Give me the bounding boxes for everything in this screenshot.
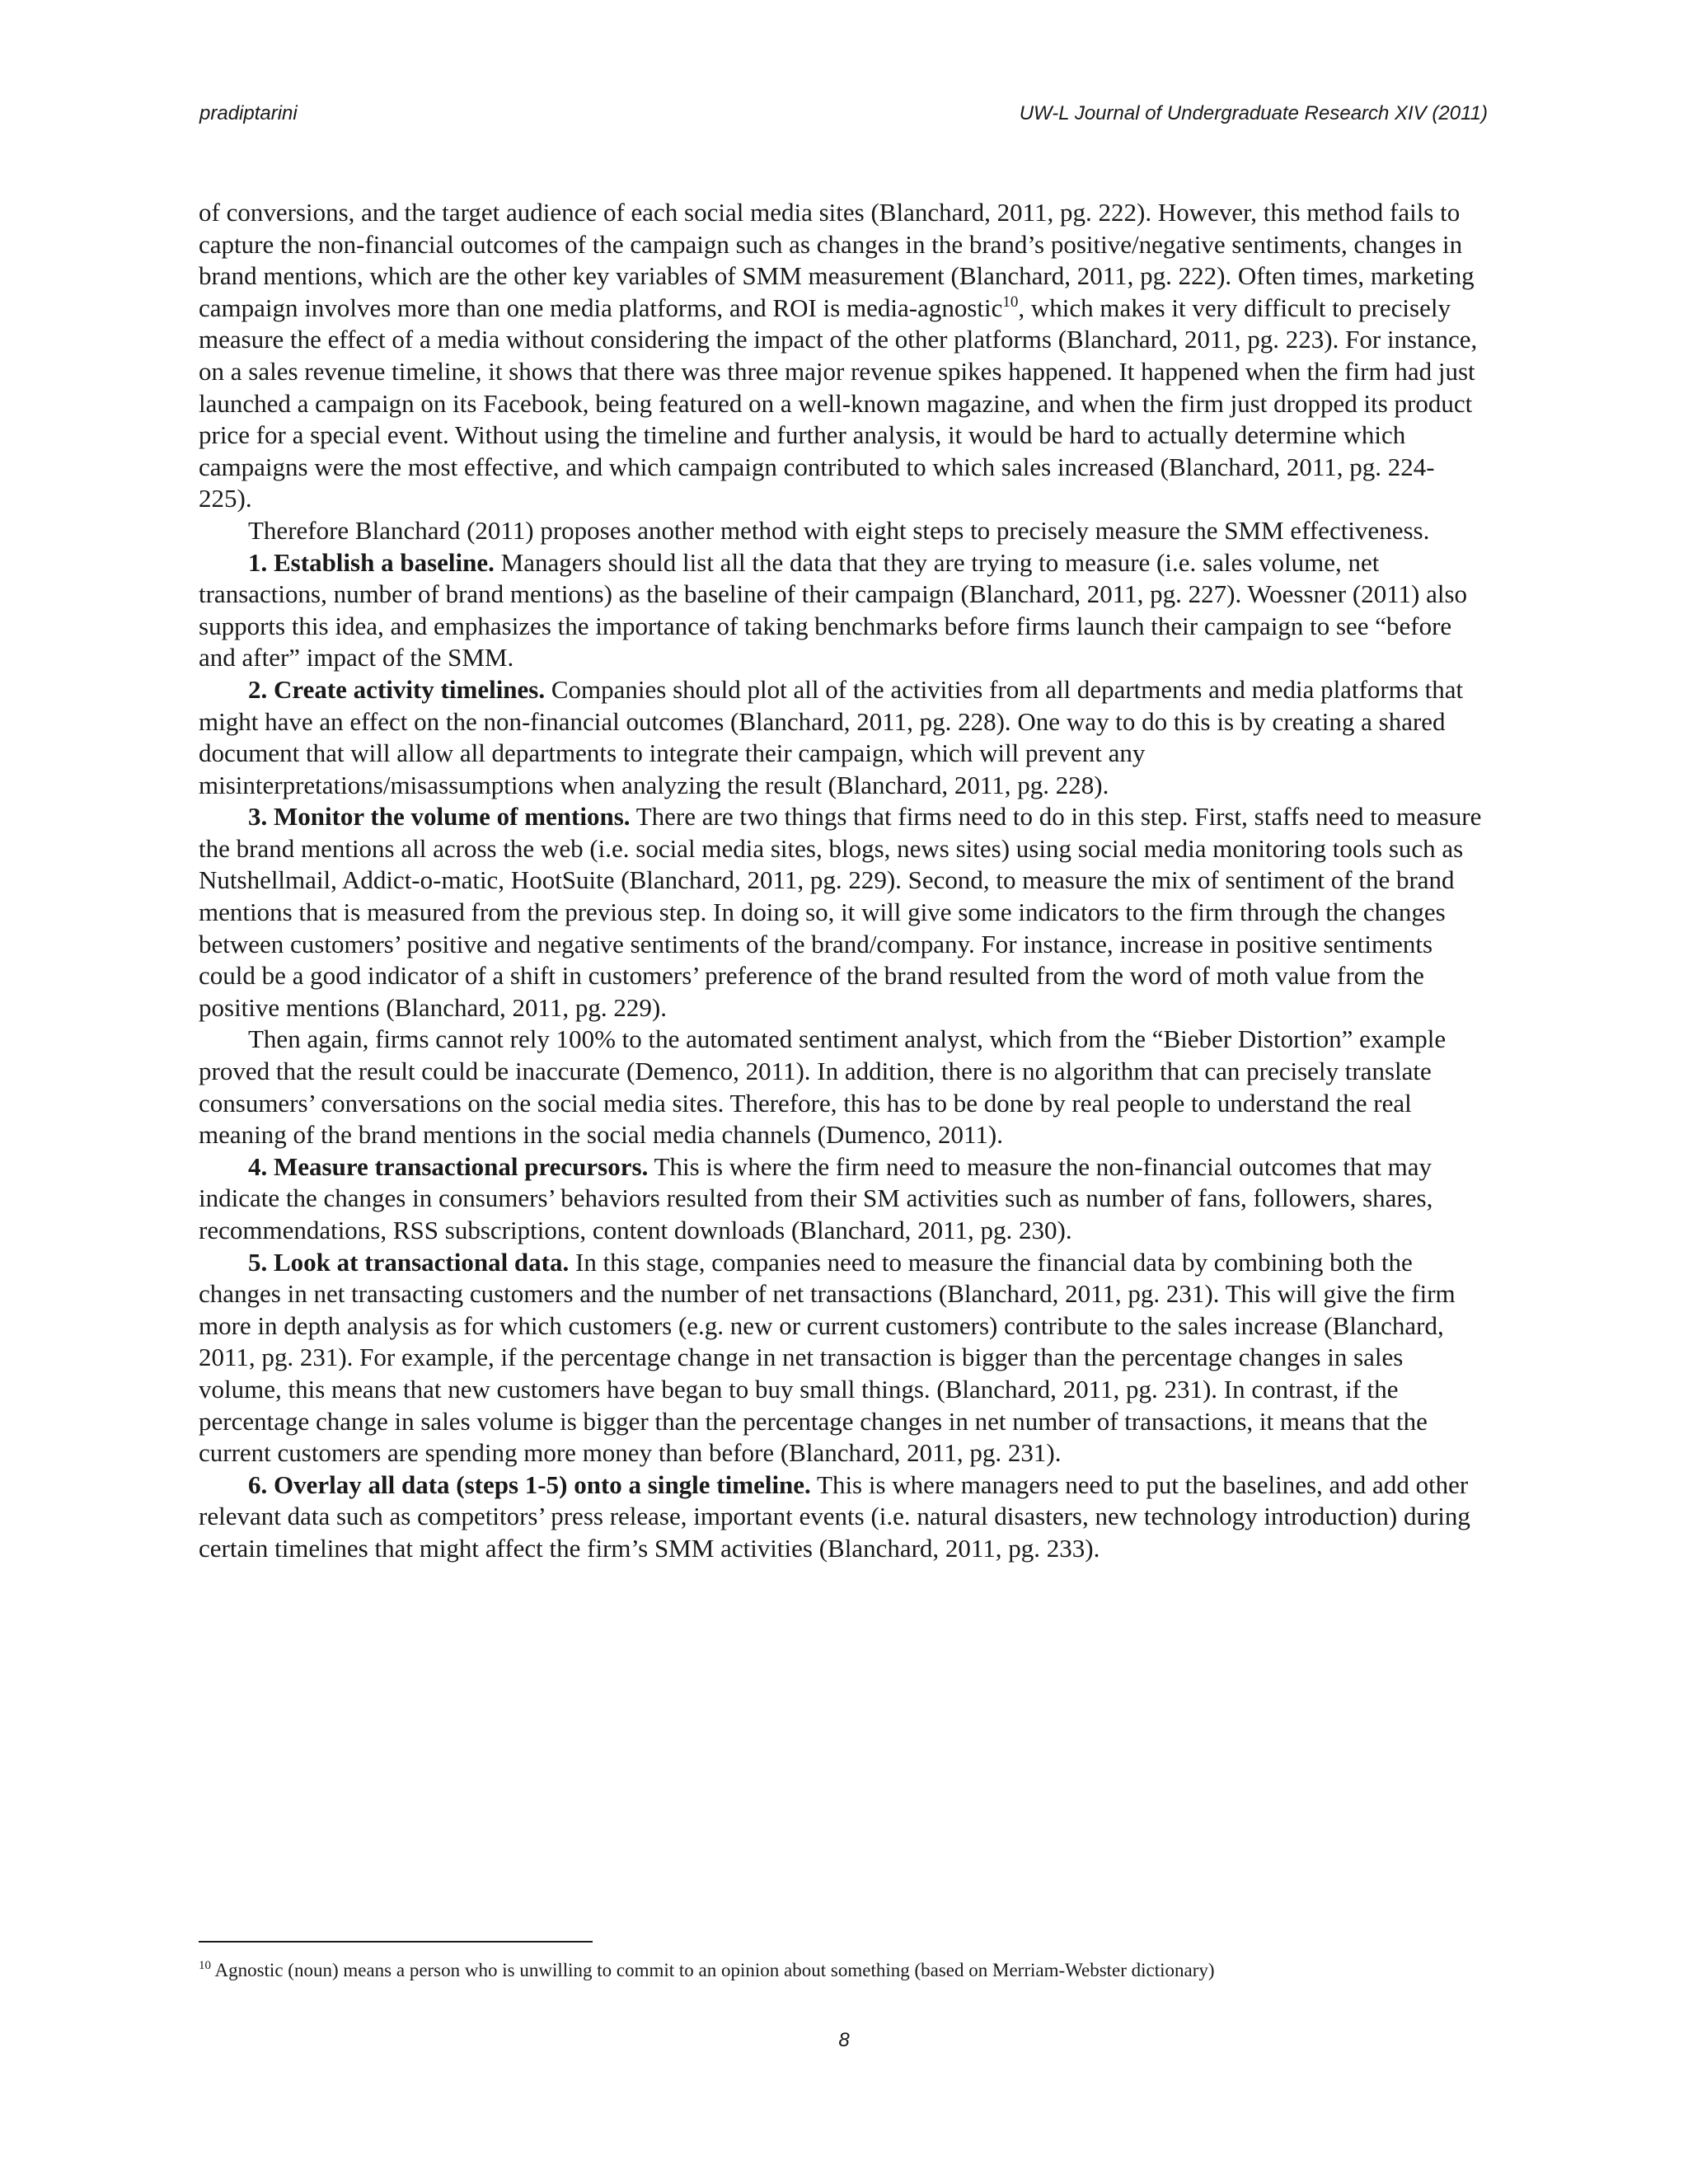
step-4-paragraph bbox=[199, 1151, 1487, 1247]
paragraph-text: of conversions, and the target audience of each social media sites (Blanchard, 2011, pg. 222). However, this method fails to capture the non-financial outcomes of the campaign such as changes in the brand’s positive/negative sentiments, changes in brand mentions, which are the other key variables of SMM measurement (Blanchard, 2011, pg. 222). Often times, marketing campaign involves more than one media platforms, and ROI is media-agnostic bbox=[199, 198, 1475, 322]
step-5-text: In this stage, companies need to measure the financial data by combining both the changes in net transacting customers and the number of net transactions (Blanchard, 2011, pg. 231). This will give the firm more in depth analysis as for which customers (e.g. new or current customers) contribute to the sales increase (Blanchard, 2011, pg. 231). For example, if the percentage change in net transaction is bigger than the percentage changes in sales volume, this means that new customers have began to buy small things. (Blanchard, 2011, pg. 231). In contrast, if the percentage change in sales volume is bigger than the percentage changes in net number of transactions, it means that the current customers are spending more money than before (Blanchard, 2011, pg. 231). bbox=[199, 1247, 1456, 1468]
paragraph-continued bbox=[199, 197, 1487, 515]
step-5-paragraph bbox=[199, 1247, 1487, 1469]
step-2-text: Companies should plot all of the activities from all departments and media platforms that might have an effect on the non-financial outcomes (Blanchard, 2011, pg. 228). One way to do this is by creating a shared document that will allow all departments to integrate their campaign, which will prevent any misinterpretations/misassumptions when analyzing the result (Blanchard, 2011, pg. 228). bbox=[199, 674, 1464, 799]
step-2-paragraph bbox=[199, 674, 1487, 801]
step-4-text: This is where the firm need to measure the non-financial outcomes that may indicate the changes in consumers’ behaviors resulted from their SM activities such as number of fans, followers, shares, recommendations, RSS subscriptions, content downloads (Blanchard, 2011, pg. 230). bbox=[199, 1151, 1433, 1244]
footnote-number: 10 bbox=[199, 1959, 211, 1972]
step-2-heading: 2. Create activity timelines. bbox=[248, 674, 546, 704]
footnote-text: Agnostic (noun) means a person who is unwilling to commit to an opinion about something (based on Merriam-Webster dictionary) bbox=[211, 1960, 1215, 1980]
step-1-text: Managers should list all the data that they are trying to measure (i.e. sales volume, net transactions, number of brand mentions) as the baseline of their campaign (Blanchard, 2011, pg. 227). Woessner (2011) also supports this idea, and emphasizes the importance of taking benchmarks before firms launch their campaign to see “before and after” impact of the SMM. bbox=[199, 547, 1468, 673]
header-author: pradiptarini bbox=[199, 102, 298, 124]
step-3-paragraph bbox=[199, 801, 1487, 1024]
step-6-text: This is where managers need to put the baselines, and add other relevant data such as competitors’ press release, important events (i.e. natural disasters, new technology introduction) during certain timelines that might affect the firm’s SMM activities (Blanchard, 2011, pg. 233). bbox=[199, 1469, 1470, 1563]
step-4-heading: 4. Measure transactional precursors. bbox=[248, 1151, 649, 1181]
footnote bbox=[199, 1958, 1487, 1983]
step-1-paragraph bbox=[199, 547, 1487, 674]
header-journal-title: UW-L Journal of Undergraduate Research XIV (2011) bbox=[1019, 102, 1488, 124]
paragraph-text: , which makes it very difficult to precisely measure the effect of a media without considering the impact of the other platforms (Blanchard, 2011, pg. 223). For instance, on a sales revenue timeline, it shows that there was three major revenue spikes happened. It happened when the firm had just launched a campaign on its Facebook, being featured on a well-known magazine, and when the firm just dropped its product price for a special event. Without using the timeline and further analysis, it would be hard to actually determine which campaigns were the most effective, and which campaign contributed to which sales increased (Blanchard, 2011, pg. 224-225). bbox=[199, 293, 1478, 513]
footnote-reference: 10 bbox=[1002, 293, 1019, 311]
step-6-heading: 6. Overlay all data (steps 1-5) onto a single timeline. bbox=[248, 1469, 811, 1499]
page-number: 8 bbox=[838, 2029, 850, 2051]
step-3-heading: 3. Monitor the volume of mentions. bbox=[248, 802, 631, 832]
footnote-divider bbox=[199, 1941, 593, 1943]
step-5-heading: 5. Look at transactional data. bbox=[248, 1247, 570, 1277]
step-3-text: There are two things that firms need to do in this step. First, staffs need to measure the brand mentions all across the web (i.e. social media sites, blogs, news sites) using social media monitoring tools such as Nutshellmail, Addict-o-matic, HootSuite (Blanchard, 2011, pg. 229). Second, to measure the mix of sentiment of the brand mentions that is measured from the previous step. In doing so, it will give some indicators to the firm through the changes between customers’ positive and negative sentiments of the brand/company. For instance, increase in positive sentiments could be a good indicator of a shift in customers’ preference of the brand resulted from the word of moth value from the positive mentions (Blanchard, 2011, pg. 229). bbox=[199, 802, 1482, 1022]
paragraph-sentiment-limits: Then again, firms cannot rely 100% to the automated sentiment analyst, which from the “Bieber Distortion” example proved that the result could be inaccurate (Demenco, 2011). In addition, there is no algorithm that can precisely translate consumers’ conversations on the social media sites. Therefore, this has to be done by real people to understand the real meaning of the brand mentions in the social media channels (Dumenco, 2011). bbox=[199, 1024, 1447, 1150]
step-1-heading: 1. Establish a baseline. bbox=[248, 547, 495, 577]
paragraph-intro-method: Therefore Blanchard (2011) proposes another method with eight steps to precisely measure the SMM effectiveness. bbox=[248, 515, 1430, 545]
body-text bbox=[199, 197, 1487, 1565]
running-header bbox=[199, 97, 1488, 130]
step-6-paragraph bbox=[199, 1469, 1487, 1565]
